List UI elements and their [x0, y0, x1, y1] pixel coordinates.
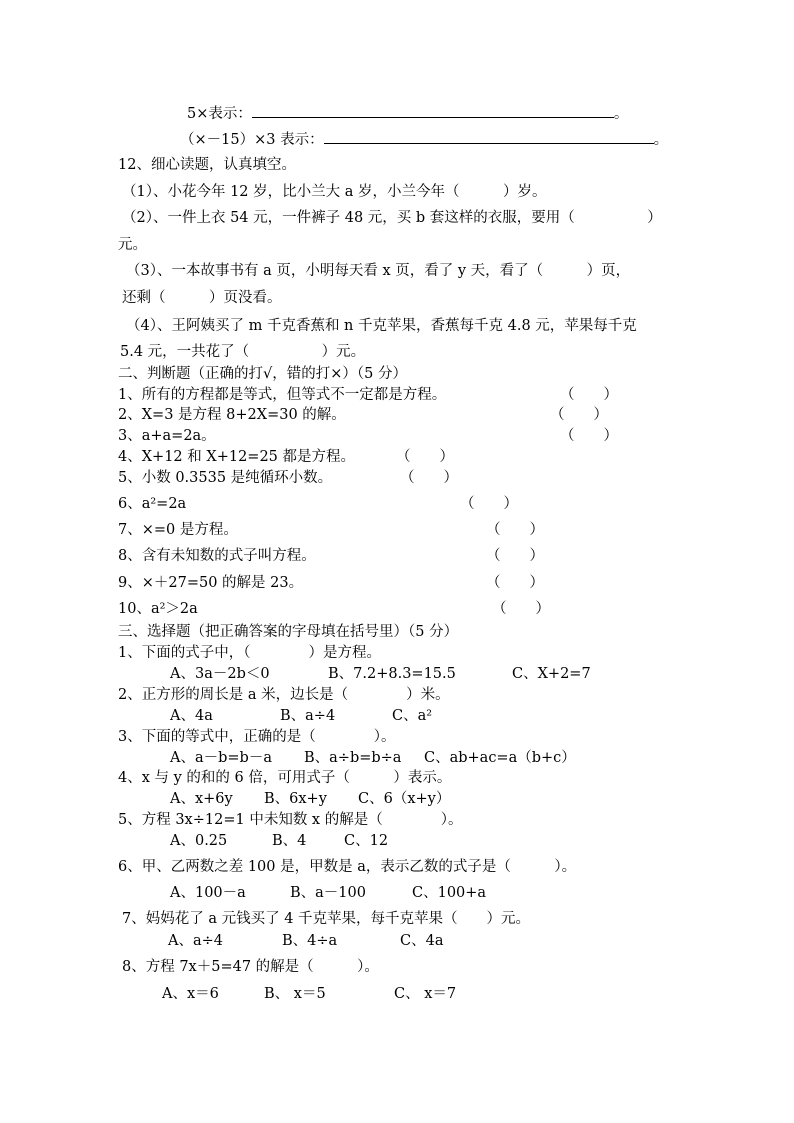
choice-question: 2、正方形的周长是 a 米，边长是（ ）米。 [118, 687, 450, 703]
fill-line-1-prefix: 5×表示： [187, 106, 252, 122]
fill-line-2-blank[interactable] [324, 129, 654, 144]
choice-option-c[interactable]: C、100+a [412, 885, 487, 901]
fill-line-1-blank[interactable] [252, 103, 614, 118]
judge-item: 9、×＋27=50 的解是 23。 [118, 575, 304, 591]
choice-option-c[interactable]: C、ab+ac=a（b+c） [424, 750, 576, 766]
q12-line-1: （1）、小花今年 12 岁，比小兰大 a 岁，小兰今年（ ）岁。 [122, 184, 547, 200]
judge-mark[interactable]: （ ） [486, 548, 544, 564]
choice-question: 5、方程 3x÷12=1 中未知数 x 的解是（ ）。 [118, 812, 463, 828]
choice-option-c[interactable]: C、6（x+y） [358, 791, 451, 807]
choice-option-b[interactable]: B、7.2+8.3=15.5 [328, 666, 456, 682]
choice-option-c[interactable]: C、 x＝7 [394, 986, 457, 1002]
choice-option-a[interactable]: A、x＝6 [162, 986, 219, 1002]
q12-line-3: 元。 [118, 237, 147, 253]
q12-line-5: 还剩（ ）页没看。 [122, 290, 282, 306]
judge-item: 4、X+12 和 X+12=25 都是方程。 [118, 449, 355, 465]
judge-item: 2、X=3 是方程 8+2X=30 的解。 [118, 407, 346, 423]
choice-option-b[interactable]: B、a÷4 [280, 708, 336, 724]
choice-question: 1、下面的式子中，（ ）是方程。 [118, 645, 381, 661]
choice-option-c[interactable]: C、X+2=7 [512, 666, 591, 682]
judge-mark[interactable]: （ ） [460, 496, 518, 512]
judge-item: 5、小数 0.3535 是纯循环小数。 [118, 470, 333, 486]
judge-item: 10、a²＞2a [118, 601, 198, 617]
choice-option-a[interactable]: A、a÷4 [168, 933, 223, 949]
judge-item: 7、×=0 是方程。 [118, 522, 238, 538]
judge-mark[interactable]: （ ） [486, 522, 544, 538]
q12-title: 12、细心读题，认真填空。 [118, 157, 296, 173]
choice-option-c[interactable]: C、12 [344, 833, 389, 849]
fill-line-1-suffix: 。 [613, 106, 629, 122]
q12-line-4: （3）、一本故事书有 a 页，小明每天看 x 页，看了 y 天，看了（ ）页， [126, 263, 631, 279]
choice-option-b[interactable]: B、4 [272, 833, 307, 849]
fill-line-2 [180, 129, 668, 149]
judge-item: 8、含有未知数的式子叫方程。 [118, 548, 316, 564]
choice-question: 7、妈妈花了 a 元钱买了 4 千克苹果，每千克苹果（ ）元。 [122, 911, 531, 927]
judge-mark[interactable]: （ ） [400, 470, 458, 486]
judge-mark[interactable]: （ ） [486, 575, 544, 591]
choice-question: 8、方程 7x＋5=47 的解是（ ）。 [122, 959, 379, 975]
choice-option-b[interactable]: B、a－100 [290, 885, 366, 901]
q12-line-7: 5.4 元，一共花了（ ）元。 [120, 344, 366, 360]
q12-line-2: （2）、一件上衣 54 元，一件裤子 48 元，买 b 套这样的衣服，要用（ ） [122, 210, 662, 226]
choice-option-c[interactable]: C、4a [400, 933, 444, 949]
choice-title: 三、选择题（把正确答案的字母填在括号里）（5 分） [118, 624, 459, 640]
choice-option-c[interactable]: C、a² [392, 708, 433, 724]
choice-option-b[interactable]: B、 x＝5 [264, 986, 326, 1002]
choice-option-a[interactable]: A、3a－2b＜0 [170, 666, 270, 682]
q12-line-6: （4）、王阿姨买了 m 千克香蕉和 n 千克苹果，香蕉每千克 4.8 元，苹果每千克 [126, 318, 637, 334]
choice-option-a[interactable]: A、x+6y [170, 791, 233, 807]
judge-mark[interactable]: （ ） [560, 387, 618, 403]
choice-question: 6、甲、乙两数之差 100 是，甲数是 a，表示乙数的式子是（ ）。 [118, 859, 577, 875]
choice-option-a[interactable]: A、a－b=b－a [170, 750, 272, 766]
judge-item: 6、a²=2a [118, 496, 187, 512]
choice-option-a[interactable]: A、100－a [170, 885, 246, 901]
choice-question: 3、下面的等式中，正确的是（ ）。 [118, 729, 396, 745]
choice-option-b[interactable]: B、a÷b=b÷a [304, 750, 402, 766]
judge-mark[interactable]: （ ） [396, 449, 454, 465]
choice-option-a[interactable]: A、0.25 [170, 833, 228, 849]
judge-item: 1、所有的方程都是等式，但等式不一定都是方程。 [118, 387, 447, 403]
judge-item: 3、a+a=2a。 [118, 428, 216, 444]
choice-option-a[interactable]: A、4a [170, 708, 213, 724]
fill-line-2-suffix: 。 [653, 132, 669, 148]
choice-option-b[interactable]: B、6x+y [264, 791, 327, 807]
choice-question: 4、x 与 y 的和的 6 倍，可用式子（ ）表示。 [118, 770, 452, 786]
judge-mark[interactable]: （ ） [560, 428, 618, 444]
fill-line-1 [187, 103, 628, 123]
judge-mark[interactable]: （ ） [550, 407, 608, 423]
judge-mark[interactable]: （ ） [492, 601, 550, 617]
fill-line-2-prefix: （×－15）×3 表示： [180, 132, 324, 148]
judge-title: 二、判断题（正确的打√，错的打×）（5 分） [118, 366, 407, 382]
choice-option-b[interactable]: B、4÷a [282, 933, 338, 949]
